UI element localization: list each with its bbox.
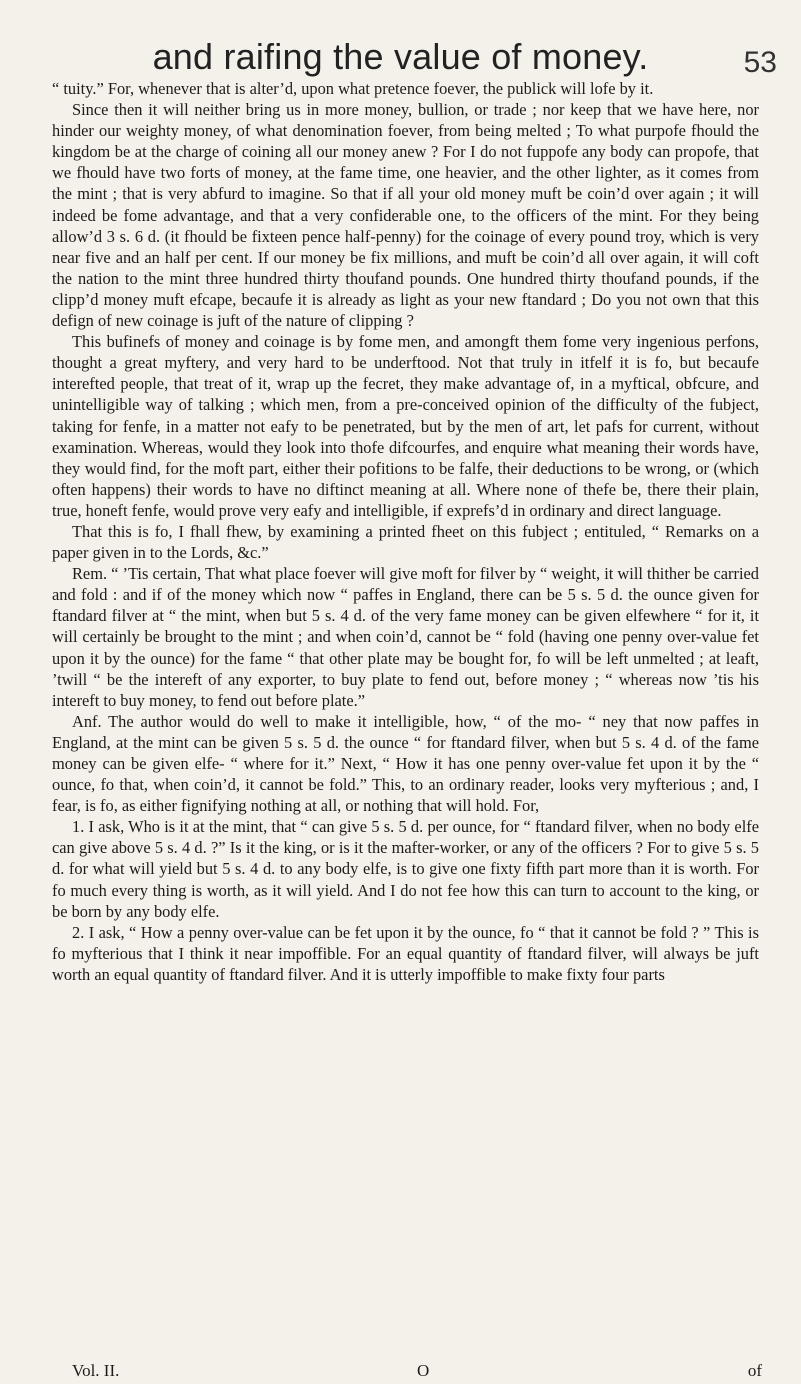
- body-text: [52, 78, 759, 985]
- paragraph-point-1: 1. I ask, Who is it at the mint, that “ can give 5 s. 5 d. per ounce, for “ ftandard filver, when no body elfe can give above 5 s. 4 d. ?” Is it the king, or is it the mafter-worker, or any of the officers ? For to give 5 s. 5 d. for what will yield but 5 s. 4 d. to any body elfe, is to give one fixty fifth part more than it is worth. For fo much every thing is worth, as it will yield. And I do not fee how this can turn to account to the king, or be born by any body elfe.: [52, 817, 759, 921]
- page-number: 53: [743, 46, 777, 79]
- catchword: of: [747, 1361, 762, 1380]
- paragraph-continuation: “ tuity.” For, whenever that is alter’d, upon what pretence foever, the publick will lofe by it.: [52, 79, 654, 98]
- paragraph-this-business: This bufinefs of money and coinage is by fome men, and amongft them fome very ingenious perfons, thought a great myftery, and very hard to be underftood. Not that truly in itfelf it is fo, but becaufe interefted people, that treat of it, wrap up the fecret, they make advantage of, in a myftical, obfcure, and unintelligible way of talking ; which men, from a pre-conceived opinion of the difficulty of the fubject, taking for fenfe, in a matter not eafy to be penetrated, but by the men of art, let pafs for current, without examination. Whereas, would they look into thofe difcourfes, and enquire what meaning their words have, they would find, for the moft part, either their pofitions to be falfe, their deductions to be wrong, or (which often happens) their words to have no diftinct meaning at all. Where none of thefe be, there their plain, true, honeft fenfe, would prove very eafy and intelligible, if exprefs’d in ordinary and direct language.: [52, 332, 759, 520]
- signature-mark: O: [417, 1361, 430, 1380]
- paragraph-point-2: 2. I ask, “ How a penny over-value can be fet upon it by the ounce, fo “ that it cannot be fold ? ” This is fo myfterious that I think it near impoffible. For an equal quantity of ftandard filver, will always be juft worth an equal quantity of ftandard filver. And it is utterly impoffible to make fixty four parts: [52, 922, 759, 984]
- paragraph-since: Since then it will neither bring us in more money, bullion, or trade ; nor keep that we have here, nor hinder our weighty money, of what denomination foever, from being melted ; To what purpofe fhould the kingdom be at the charge of coining all our money anew ? For I do not fuppofe any body can propofe, that we fhould have two forts of money, at the fame time, one heavier, and the other lighter, as it comes from the mint ; that is very abfurd to imagine. So that if all your old money muft be coin’d over again ; it will indeed be fome advantage, and that a very confiderable one, to the officers of the mint. For they being allow’d 3 s. 6 d. (it fhould be fixteen pence half-penny) for the coinage of every pound troy, which is very near five and an half per cent. If our money be fix millions, and muft be coin’d all over again, it will coft the nation to the mint three hundred thirty thoufand pounds. One hundred thirty thoufand pounds, if the clipp’d money muft efcape, becaufe it is already as light as your new ftandard ; Do you not own that this defign of new coinage is juft of the nature of clipping ?: [52, 100, 759, 331]
- paragraph-answer: Anf. The author would do well to make it intelligible, how, “ of the mo- “ ney that now paffes in England, at the mint can be given 5 s. 5 d. the ounce “ for ftandard filver, when but 5 s. 4 d. of the fame money can be given elfe- “ where for it.” Next, “ How it has one penny over-value fet upon it by the “ ounce, fo that, when coin’d, it cannot be fold.” This, to an ordinary reader, looks very myfterious ; and, I fear, is fo, as either fignifying nothing at all, or nothing that will hold. For,: [52, 711, 759, 816]
- running-title: and raifing the value of money.: [152, 36, 649, 77]
- paragraph-that-this: That this is fo, I fhall fhew, by examining a printed fheet on this fubject ; entituled, “ Remarks on a paper given in to the Lords, &c.”: [52, 521, 759, 563]
- paragraph-remark-quote: Rem. “ ’Tis certain, That what place foever will give moft for filver by “ weight, it will thither be carried and fold : and if of the money which now “ paffes in England, there can be 5 s. 5 d. the ounce given for ftandard filver at “ the mint, when but 5 s. 4 d. of the very fame money can be given elfewhere “ for it, it will certainly be brought to the mint ; and when coin’d, cannot be “ fold (having one penny over-value fet upon it by the ounce) for the fame “ that other plate may be bought for, fo will be left unmelted ; at leaft, ’twill “ be the intereft of any exporter, to buy plate to fend out, before money ; “ whereas now ’tis his intereft to buy money, to fend out before plate.”: [52, 564, 759, 710]
- page-footer: [72, 1361, 762, 1383]
- volume-label: Vol. II.: [72, 1361, 120, 1380]
